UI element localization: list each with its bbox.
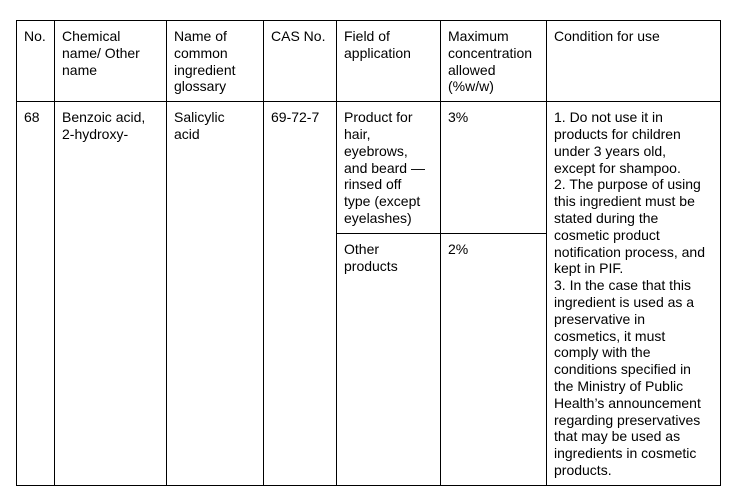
header-no: No. xyxy=(17,21,55,102)
cell-condition-for-use xyxy=(547,102,721,486)
cell-no: 68 xyxy=(17,102,55,486)
cell-common-name: Salicylic acid xyxy=(167,102,264,486)
header-max-concentration: Maximum concentration allowed (%w/w) xyxy=(441,21,547,102)
header-chemical-name: Chemical name/ Other name xyxy=(55,21,167,102)
ingredient-table xyxy=(16,20,721,486)
cell-field-of-application: Product for hair, eyebrows, and beard — rinsed off type (except eyelashes) xyxy=(337,102,441,234)
cell-max-concentration: 3% xyxy=(441,102,547,234)
header-row xyxy=(17,21,721,102)
header-common-ingredient-name: Name of common ingredient glossary xyxy=(167,21,264,102)
header-field-of-application: Field of application xyxy=(337,21,441,102)
header-cas-no: CAS No. xyxy=(264,21,337,102)
condition-item: 3. In the case that this ingredient is used as a preservative in cosmetics, it must comply with the conditions specified in the Ministry of Public Health’s announcement regarding preservatives that may be used as ingredients in cosmetic products. xyxy=(554,277,701,478)
condition-item: 2. The purpose of using this ingredient must be stated during the cosmetic product notification process, and kept in PIF. xyxy=(554,176,705,277)
condition-item: 1. Do not use it in products for children under 3 years old, except for shampoo. xyxy=(554,109,681,176)
cell-field-of-application: Other products xyxy=(337,234,441,486)
cell-cas-no: 69-72-7 xyxy=(264,102,337,486)
cell-max-concentration: 2% xyxy=(441,234,547,486)
table-row xyxy=(17,102,721,234)
header-condition-for-use: Condition for use xyxy=(547,21,721,102)
cell-chemical-name: Benzoic acid, 2-hydroxy- xyxy=(55,102,167,486)
